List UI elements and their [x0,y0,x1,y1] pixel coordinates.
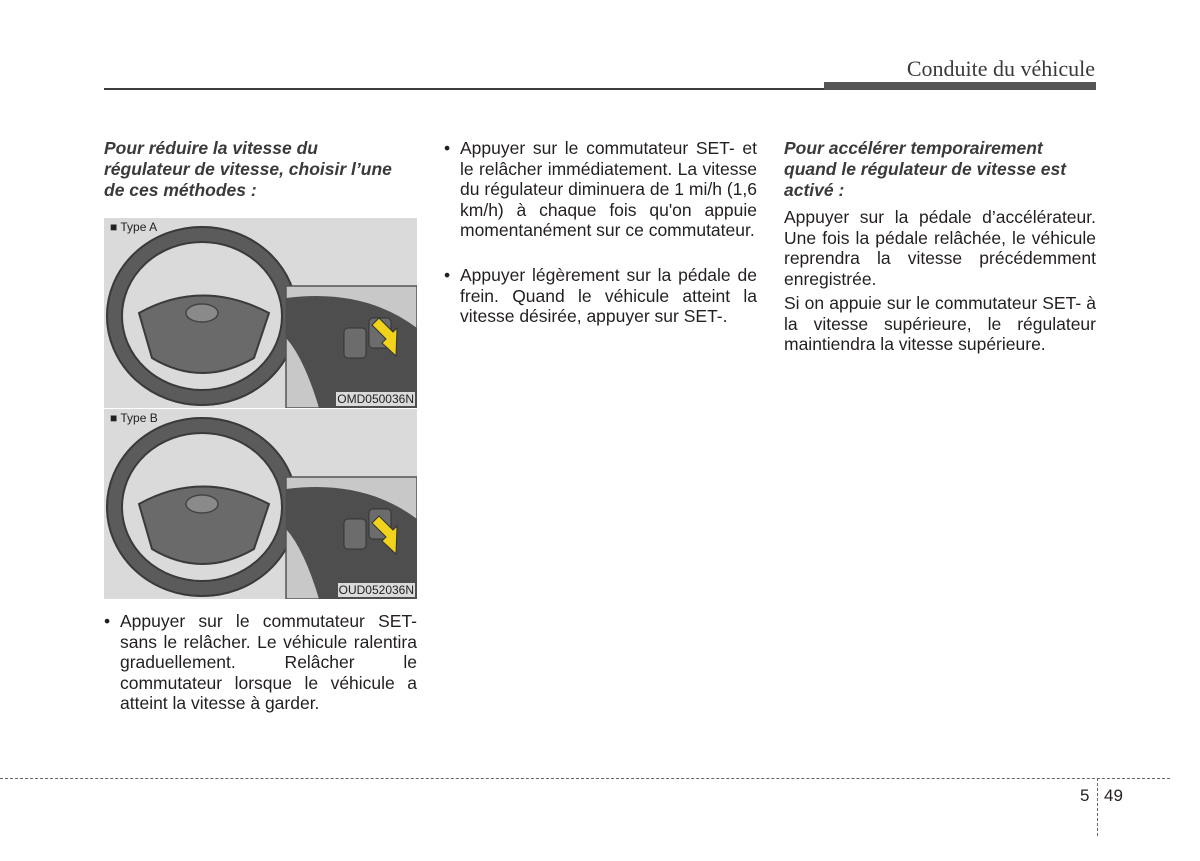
figure-type-b-code: OUD052036N [338,583,414,597]
page-header-title: Conduite du véhicule [906,56,1095,81]
figure-type-b [104,409,417,599]
footer-dashed-divider [1097,778,1098,836]
steering-wheel-illustration-a [104,218,417,408]
header-rule-thin [104,88,826,90]
steering-wheel-illustration-b [104,409,417,599]
bullet-dot: • [104,611,111,631]
header-rule-thick [824,82,1096,90]
figure-type-a-label: ■ Type A [110,220,158,234]
page-number: 49 [1104,786,1123,805]
bullet-dot: • [444,265,451,285]
figure-type-a-code: OMD050036N [337,392,414,406]
page-chapter-number: 5 [1080,786,1090,805]
right-paragraph-2: Si on appuie sur le commutateur SET- à la vitesse supérieure, le régulateur maintiendra la vitesse supérieure. [784,293,1096,354]
bullet-dot: • [444,138,451,158]
middle-bullet-1: • Appuyer sur le commutateur SET- et le relâcher immédiatement. La vitesse du régulateur diminuera de 1 mi/h (1,6 km/h) à chaque fois qu'on appuie momentanément sur ce commutateur. [444,138,757,240]
left-heading: Pour réduire la vitesse du régulateur de vitesse, choisir l’une de ces méthodes : [104,138,392,200]
figure-type-b-label: ■ Type B [110,411,158,425]
left-bullet-1: • Appuyer sur le commutateur SET- sans le relâcher. Le véhicule ralentira graduellement. Relâcher le commutateur lorsque le véhicule a atteint la vitesse à garder. [104,611,417,713]
right-paragraph-1: Appuyer sur la pédale d’accélérateur. Une fois la pédale relâchée, le véhicule reprendra la vitesse précédemment enregistrée. [784,207,1096,289]
middle-bullet-2: • Appuyer légèrement sur la pédale de frein. Quand le véhicule atteint la vitesse désirée, appuyer sur SET-. [444,265,757,326]
right-heading: Pour accélérer temporairement quand le régulateur de vitesse est activé : [784,138,1067,200]
figure-type-a [104,218,417,408]
footer-dashed-rule [0,778,1170,779]
wheel-logo [186,304,218,322]
